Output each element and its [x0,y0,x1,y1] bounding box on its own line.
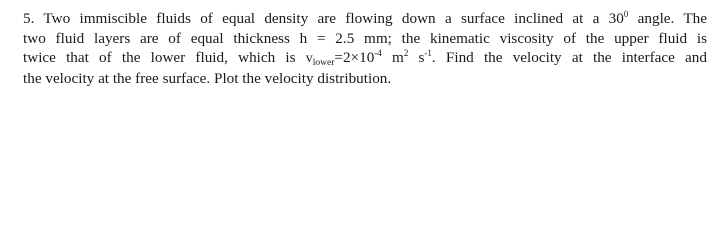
problem-line-4: the velocity at the free surface. Plot the velocity distribution. [23,69,392,87]
viscosity-symbol: v [305,51,313,66]
line3-text-c: m [381,49,404,66]
line3-text-a: twice that of the lower fluid, which is [23,49,306,66]
degree-superscript: 0 [623,9,629,19]
line3-text-b: =2×10 [334,49,375,66]
line1-text-a: 5. Two immiscible fluids of equal density are flowing down a surface inclined at a 30 [23,10,624,27]
line1-text-b: angle. The [628,10,707,27]
problem-line-3 [23,48,707,69]
exponent-s: -1 [424,48,432,58]
line3-text-d: s [408,49,425,66]
exponent-m: 2 [403,48,409,58]
viscosity-subscript: lower [312,58,335,68]
problem-statement [23,9,707,88]
problem-line-2: two fluid layers are of equal thickness h = 2.5 mm; the kinematic viscosity of the upper fluid is [23,29,707,47]
exponent-value: -4 [374,48,382,58]
problem-line-1 [23,9,707,29]
line3-text-e: . Find the velocity at the interface and [431,49,707,66]
